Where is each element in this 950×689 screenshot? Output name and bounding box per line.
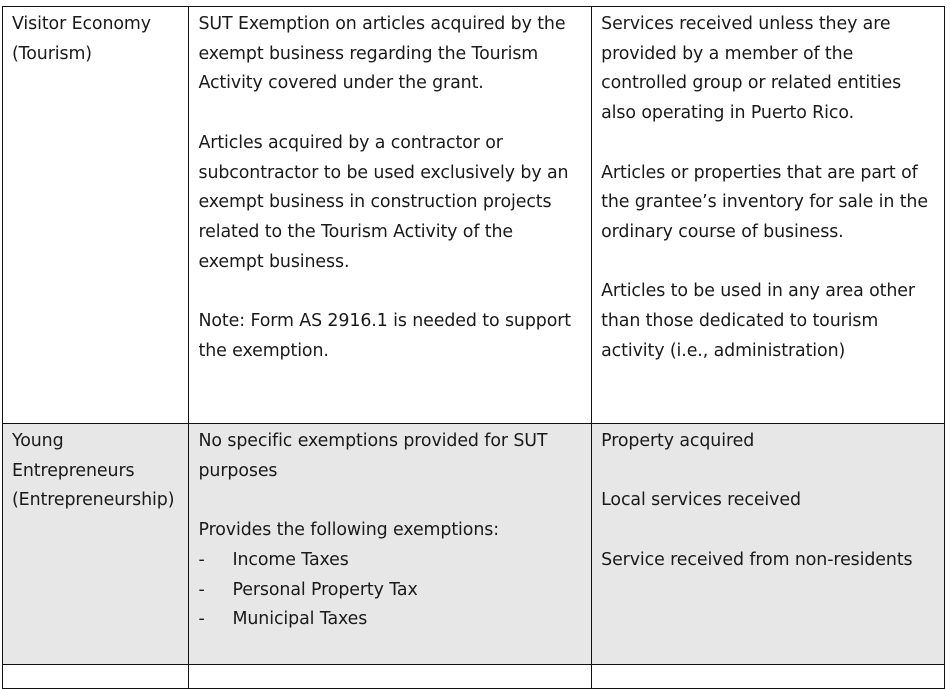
table-row-young-entrepreneurs: [3, 424, 945, 665]
program-cell: [3, 7, 189, 424]
incentives-table: [2, 6, 945, 689]
not-exempt-paragraph: Services received unless they are provided by a member of the controlled group or related entities also operating in Puerto Rico.: [601, 14, 902, 124]
exemption-list-label: Personal Property Tax: [232, 579, 418, 600]
program-category-line: (Entrepreneurship): [12, 490, 175, 511]
program-category-line: (Tourism): [12, 43, 92, 64]
exemptions-cell: [189, 7, 592, 424]
table-row-visitor-economy: [3, 7, 945, 424]
program-name-line: Entrepreneurs: [12, 460, 135, 481]
not-exempt-paragraph: Articles to be used in any area other than those dedicated to tourism activity (i.e., administration): [601, 281, 915, 361]
not-exempt-paragraph: Local services received: [601, 490, 801, 511]
exemption-list-item: [198, 605, 583, 635]
exemption-list-item: [198, 546, 583, 576]
exemption-list-label: Income Taxes: [232, 549, 349, 570]
exemption-paragraph: SUT Exemption on articles acquired by the exempt business regarding the Tourism Activity covered under the grant.: [198, 14, 566, 94]
exemption-paragraph: Articles acquired by a contractor or subcontractor to be used exclusively by an exempt business in construction projects related to the Tourism Activity of the exempt business.: [198, 132, 569, 272]
exemption-list-item: [198, 576, 583, 606]
not-exempt-paragraph: Service received from non-residents: [601, 549, 913, 570]
not-exempt-cell: [592, 424, 945, 665]
program-name-line: Visitor Economy: [12, 14, 151, 34]
empty-cell: [189, 665, 592, 689]
not-exempt-paragraph: Property acquired: [601, 431, 755, 451]
not-exempt-cell: [592, 7, 945, 424]
exemption-intro: Provides the following exemptions:: [198, 520, 499, 541]
exemption-list-label: Municipal Taxes: [232, 609, 368, 630]
not-exempt-paragraph: Articles or properties that are part of the grantee’s inventory for sale in the ordinary course of business.: [601, 162, 928, 242]
exemption-paragraph: No specific exemptions provided for SUT purposes: [198, 431, 548, 481]
table-row-truncated: [3, 665, 945, 689]
empty-cell: [3, 665, 189, 689]
dash-bullet-icon: -: [198, 579, 205, 600]
empty-cell: [592, 665, 945, 689]
program-cell: [3, 424, 189, 665]
program-name-line: Young: [12, 431, 64, 451]
dash-bullet-icon: -: [198, 549, 205, 570]
exemptions-cell: [189, 424, 592, 665]
exemption-note: Note: Form AS 2916.1 is needed to support the exemption.: [198, 311, 572, 361]
dash-bullet-icon: -: [198, 609, 205, 630]
